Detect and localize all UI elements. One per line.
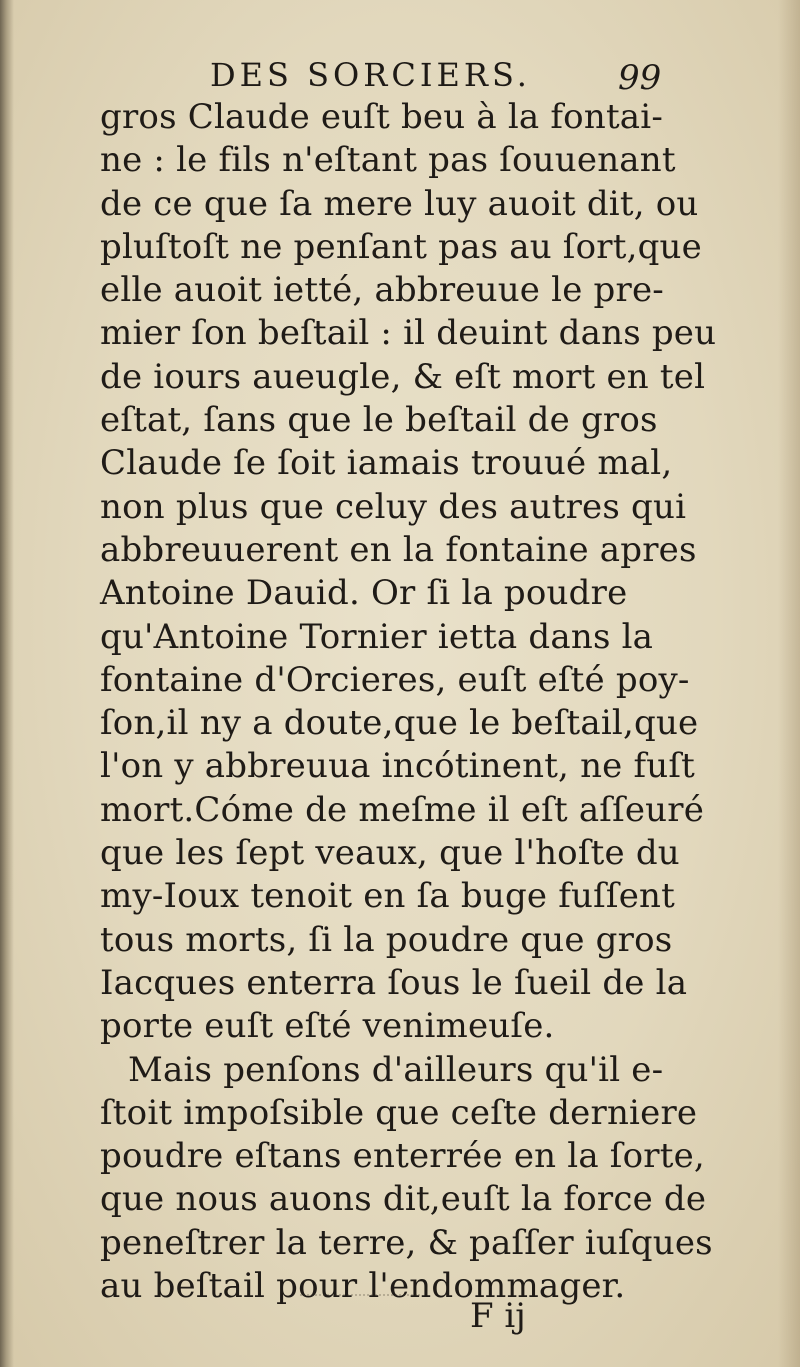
text-line: de iours aueugle, & eſt mort en tel xyxy=(100,356,706,397)
text-line: peneſtrer la terre, & paſſer iuſques xyxy=(100,1222,713,1263)
text-line: fontaine d'Orcieres, euſt eſté poy- xyxy=(100,659,690,700)
text-line: ne : le fils n'eſtant pas ſouuenant xyxy=(100,140,676,181)
spine-shadow xyxy=(0,0,14,1367)
text-line: Antoine Dauid. Or ſi la poudre xyxy=(100,573,628,614)
text-line: non plus que celuy des autres qui xyxy=(100,486,687,527)
text-line: que nous auons dit,euſt la force de xyxy=(100,1179,707,1220)
signature-mark: F ij xyxy=(470,1296,526,1336)
running-head: DES SORCIERS. xyxy=(210,56,531,94)
body-text xyxy=(100,96,717,1308)
text-line: mort.Cóme de meſme il eſt aſſeuré xyxy=(100,789,705,830)
text-line: que les ſept veaux, que l'hoſte du xyxy=(100,833,680,874)
text-line: abbreuuerent en la fontaine apres xyxy=(100,529,697,570)
text-line: gros Claude euſt beu à la fontai- xyxy=(100,97,664,137)
page-header xyxy=(210,56,670,98)
text-line: elle auoit ietté, abbreuue le pre- xyxy=(100,270,664,311)
text-line: au beſtail pour l'endommager. xyxy=(100,1266,626,1307)
text-line: Claude ſe ſoit iamais trouué mal, xyxy=(100,443,673,484)
text-line: Iacques enterra ſous le ſueil de la xyxy=(100,962,688,1003)
page-edge xyxy=(778,0,800,1367)
text-line: qu'Antoine Tornier ietta dans la xyxy=(100,616,654,657)
page-number: 99 xyxy=(618,58,662,98)
text-line: poudre eſtans enterrée en la ſorte, xyxy=(100,1136,705,1177)
text-line: tous morts, ſi la poudre que gros xyxy=(100,919,673,960)
text-line: pluſtoſt ne penſant pas au ſort,que xyxy=(100,226,702,267)
text-line: eſtat, ſans que le beſtail de gros xyxy=(100,400,658,441)
text-line: porte euſt eſté venimeuſe. xyxy=(100,1006,555,1047)
text-line: de ce que ſa mere luy auoit dit, ou xyxy=(100,183,699,224)
faint-rule xyxy=(300,1294,420,1297)
text-line: mier ſon beſtail : il deuint dans peu xyxy=(100,313,717,354)
text-line: ſtoit impoſsible que ceſte derniere xyxy=(100,1092,698,1133)
text-line: ſon,il ny a doute,que le beſtail,que xyxy=(100,703,699,744)
text-line-indented: Mais penſons d'ailleurs qu'il e- xyxy=(128,1049,664,1090)
text-line: my-Ioux tenoit en ſa buge fuſſent xyxy=(100,876,675,917)
text-line: l'on y abbreuua incótinent, ne fuſt xyxy=(100,746,696,787)
